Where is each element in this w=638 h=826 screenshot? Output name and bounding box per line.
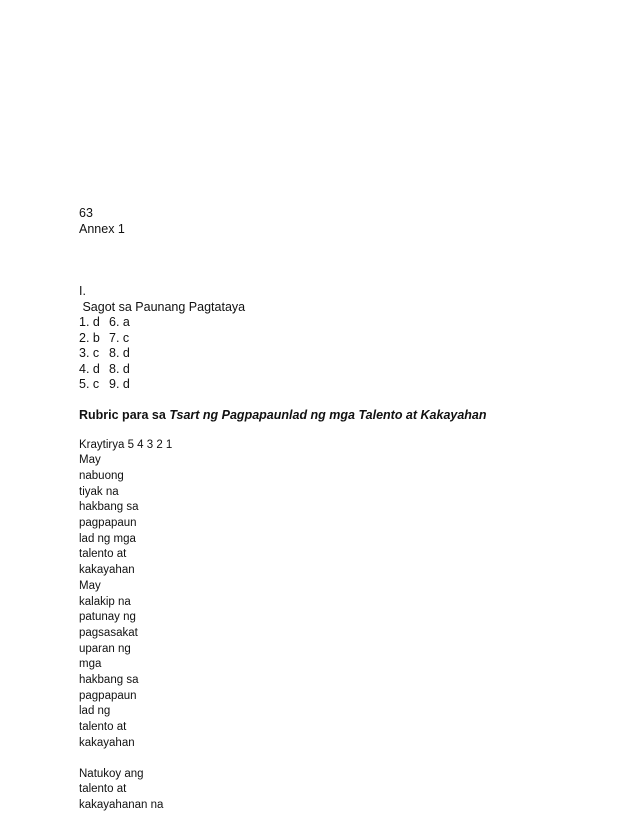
criteria-line: tiyak na bbox=[79, 485, 119, 498]
answer-left: 2. b bbox=[79, 330, 100, 345]
page-number: 63 bbox=[79, 206, 93, 220]
answer-right: 6. a bbox=[109, 315, 130, 329]
criteria-line: pagpapaun bbox=[79, 517, 137, 530]
rubric-heading-title: Tsart ng Pagpapaunlad ng mga Talento at Kakayahan bbox=[169, 407, 487, 422]
criteria-line: May bbox=[79, 579, 101, 592]
criteria-line: kakayahanan na bbox=[79, 798, 164, 811]
criteria-line: uparan ng bbox=[79, 642, 131, 655]
answer-right: 9. d bbox=[109, 377, 130, 391]
spacer bbox=[79, 237, 599, 284]
criteria-line: hakbang sa bbox=[79, 674, 139, 687]
spacer bbox=[79, 423, 599, 438]
criteria-line: Natukoy ang bbox=[79, 767, 144, 780]
criteria-header: Kraytirya 5 4 3 2 1 bbox=[79, 438, 173, 451]
document-page bbox=[79, 206, 599, 814]
answer-right: 7. c bbox=[109, 330, 130, 345]
criteria-line: talento at bbox=[79, 783, 127, 796]
criteria-line: kakayahan bbox=[79, 736, 135, 749]
criteria-line: pagsasakat bbox=[79, 626, 138, 639]
answer-left: 3. c bbox=[79, 346, 100, 360]
criteria-line: nabuong bbox=[79, 469, 124, 482]
section-title: Sagot sa Paunang Pagtataya bbox=[79, 299, 246, 314]
answer-row bbox=[79, 362, 599, 378]
answer-row bbox=[79, 331, 599, 347]
criteria-block-2 bbox=[79, 767, 599, 814]
criteria-block-1 bbox=[79, 453, 599, 751]
spacer bbox=[79, 752, 599, 767]
answer-row bbox=[79, 346, 599, 362]
answer-row bbox=[79, 377, 599, 393]
criteria-line: kakayahan bbox=[79, 564, 135, 577]
rubric-heading bbox=[79, 407, 599, 423]
spacer bbox=[79, 393, 599, 407]
answer-left: 4. d bbox=[79, 361, 100, 376]
answer-key bbox=[79, 315, 599, 393]
criteria-line: mga bbox=[79, 658, 102, 671]
answer-row bbox=[79, 315, 599, 331]
criteria-line: hakbang sa bbox=[79, 501, 139, 514]
criteria-line: talento at bbox=[79, 548, 127, 561]
rubric-heading-prefix: Rubric para sa bbox=[79, 407, 170, 422]
criteria-line: lad ng bbox=[79, 705, 111, 718]
annex-label: Annex 1 bbox=[79, 221, 125, 236]
answer-right: 8. d bbox=[109, 361, 130, 376]
section-roman-numeral: I. bbox=[79, 284, 86, 298]
criteria-line: pagpapaun bbox=[79, 689, 137, 702]
criteria-line: talento at bbox=[79, 721, 127, 734]
criteria-line: patunay ng bbox=[79, 611, 136, 624]
criteria-line: May bbox=[79, 454, 101, 467]
answer-left: 1. d bbox=[79, 315, 100, 329]
answer-left: 5. c bbox=[79, 377, 100, 391]
answer-right: 8. d bbox=[109, 346, 130, 360]
criteria-line: kalakip na bbox=[79, 595, 131, 608]
criteria-line: lad ng mga bbox=[79, 532, 136, 545]
